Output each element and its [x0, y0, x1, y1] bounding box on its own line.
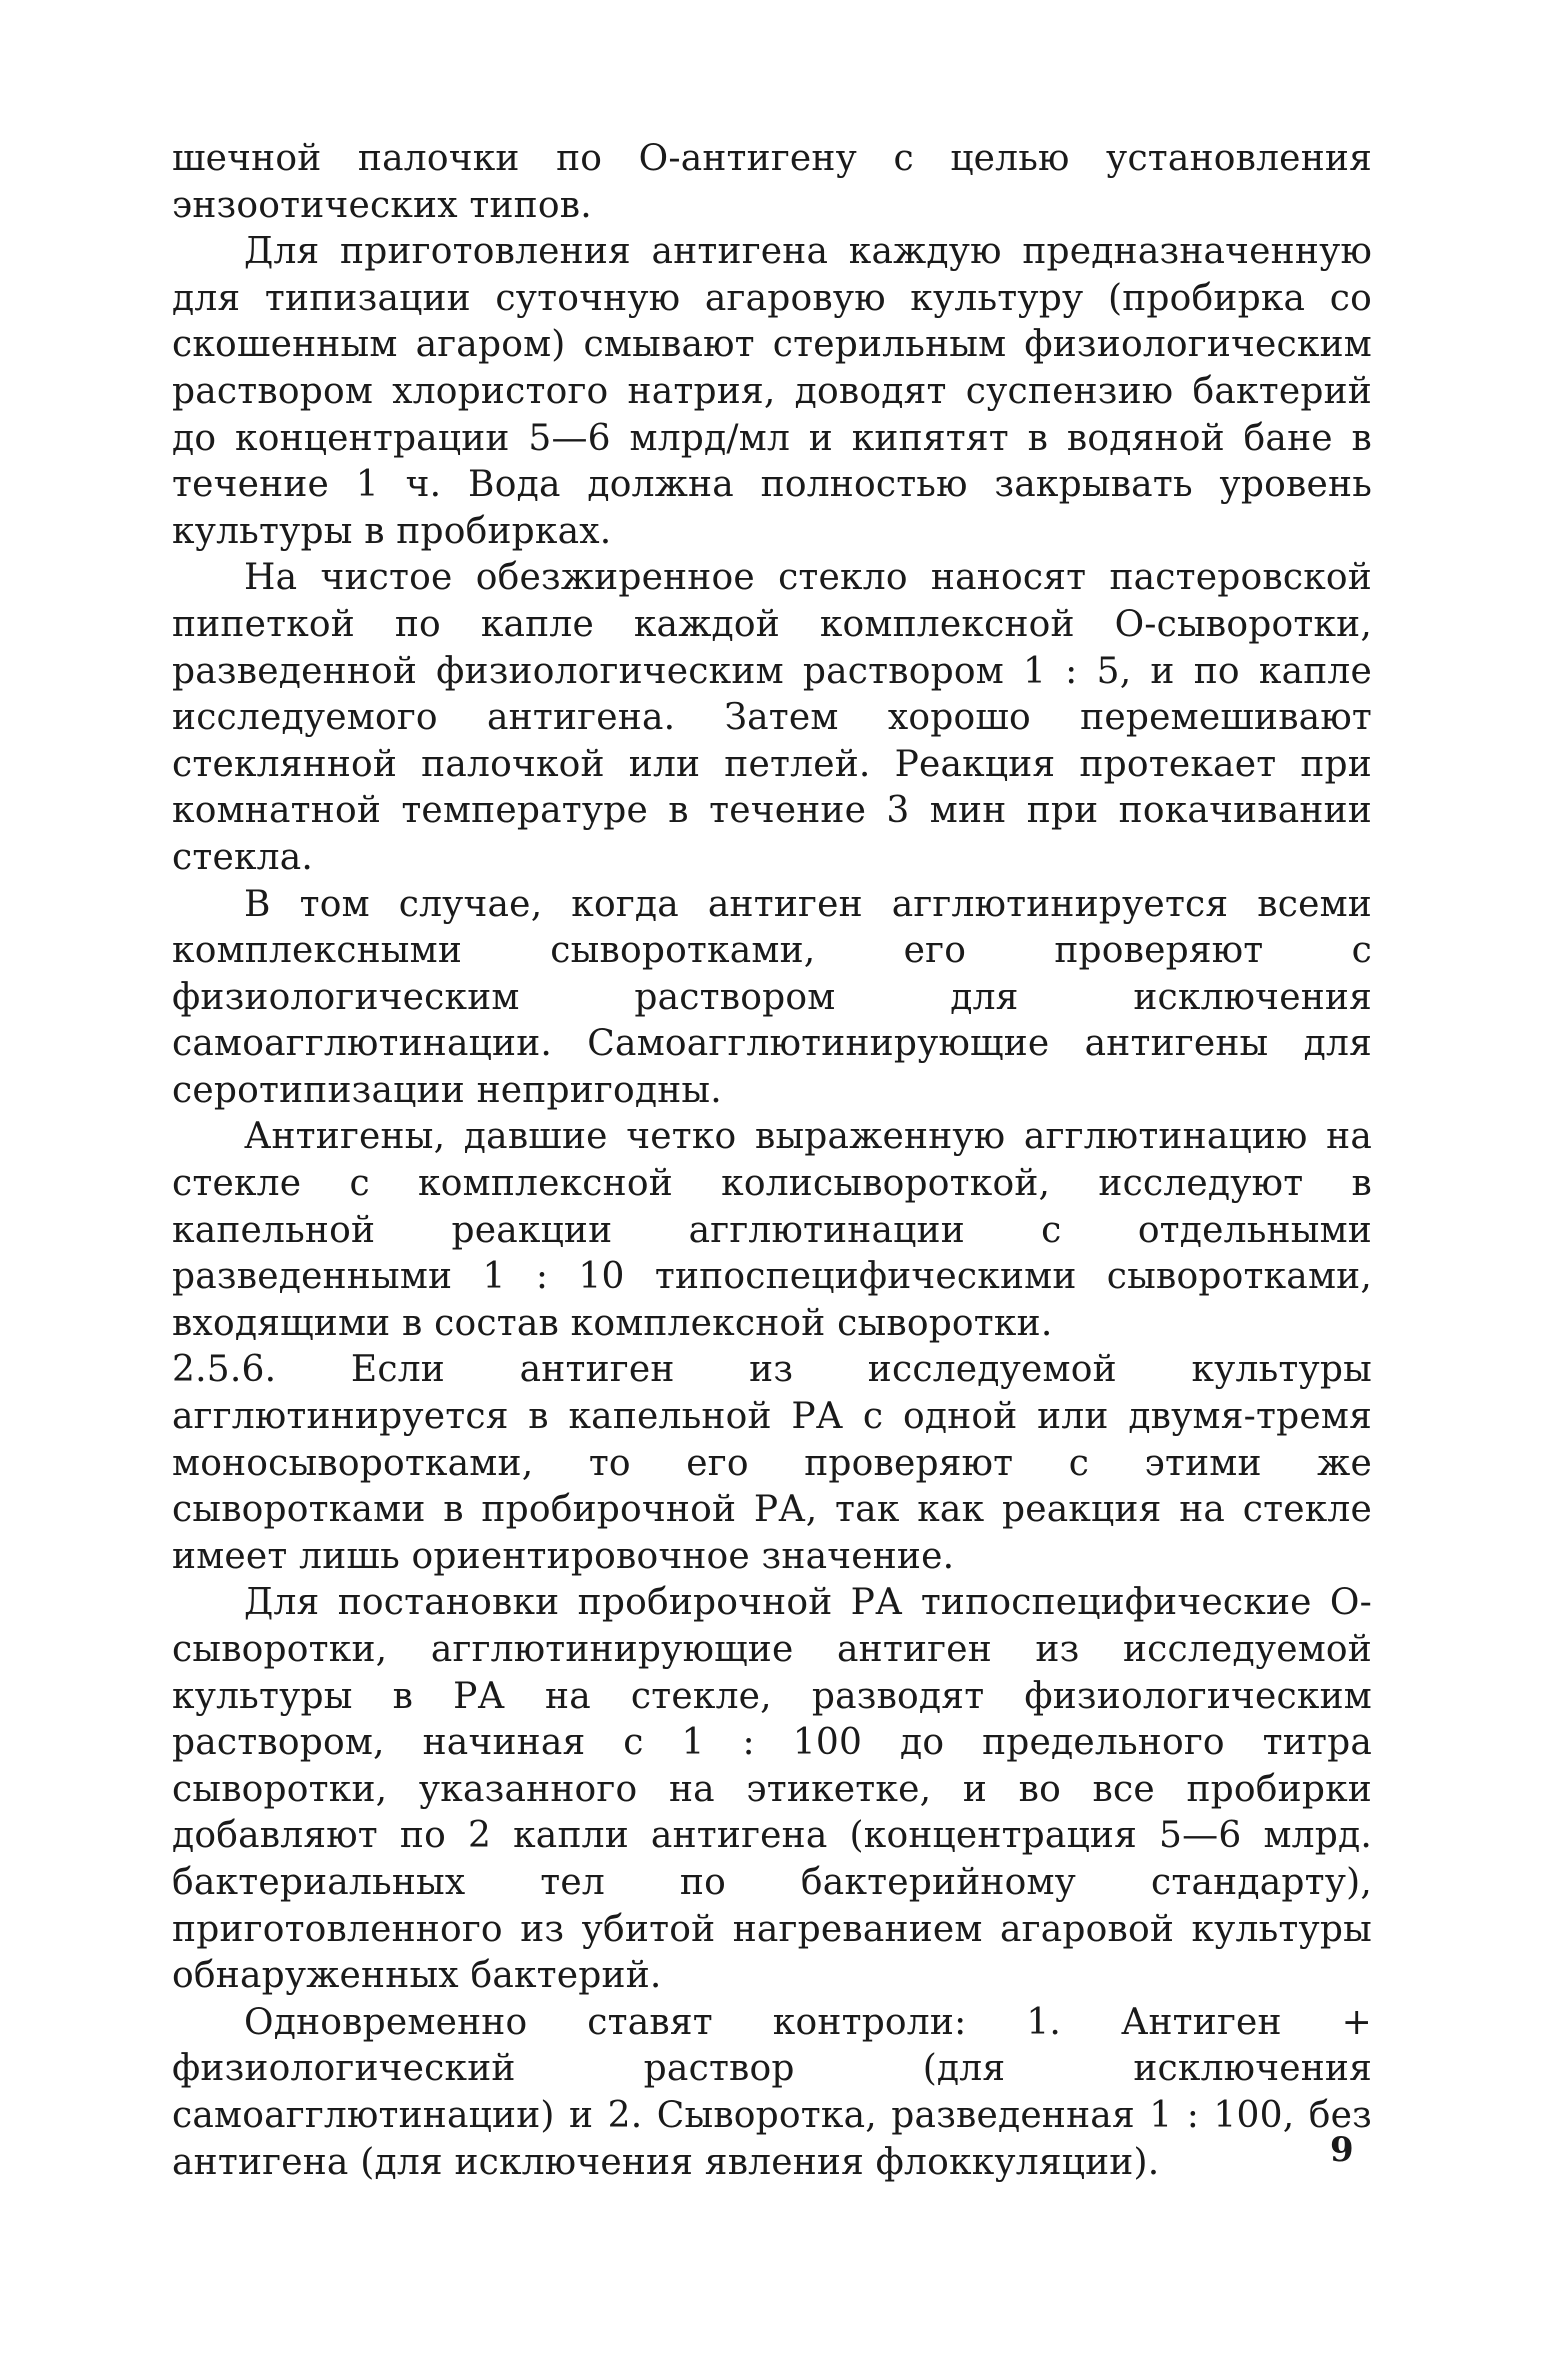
- paragraph-6-section-2-5-6: 2.5.6. Если антиген из исследуемой культуры агглютинируется в капельной РА с одной или двумя-тремя моносыворотками, то его проверяют с этими же сыворотками в пробирочной РА, так как реакция на стекле имеет лишь ориентировочное значение.: [172, 1349, 1372, 1577]
- paragraph-8: Одновременно ставят контроли: 1. Антиген + физиологический раствор (для исключения самоагглютинации) и 2. Сыворотка, разведенная 1 : 100, без антигена (для исключения явления флоккуляции).: [172, 2001, 1372, 2183]
- paragraph-1: шечной палочки по О-антигену с целью установления энзоотических типов.: [172, 138, 1372, 226]
- paragraph-3: На чистое обезжиренное стекло наносят пастеровской пипеткой по капле каждой комплексной О-сыворотки, разведенной физиологическим раствором 1 : 5, и по капле исследуемого антигена. Затем хорошо перемешивают стеклянной палочкой или петлей. Реакция протекает при комнатной температуре в течение 3 мин при покачивании стекла.: [172, 557, 1372, 878]
- page-body: [172, 136, 1372, 2186]
- page-number: 9: [1330, 2130, 1354, 2170]
- paragraph-5: Антигены, давшие четко выраженную агглютинацию на стекле с комплексной колисывороткой, исследуют в капельной реакции агглютинации с отдельными разведенными 1 : 10 типоспецифическими сыворотками, входящими в состав комплексной сыворотки.: [172, 1116, 1372, 1344]
- paragraph-7: Для постановки пробирочной РА типоспецифические О-сыворотки, агглютинирующие антиген из исследуемой культуры в РА на стекле, разводят физиологическим раствором, начиная с 1 : 100 до предельного титра сыворотки, указанного на этикетке, и во все пробирки добавляют по 2 капли антигена (концентрация 5—6 млрд. бактериальных тел по бактерийному стандарту), приготовленного из убитой нагреванием агаровой культуры обнаруженных бактерий.: [172, 1582, 1372, 1997]
- paragraph-4: В том случае, когда антиген агглютинируется всеми комплексными сыворотками, его проверяют с физиологическим раствором для исключения самоагглютинации. Самоагглютинирующие антигены для серотипизации непригодны.: [172, 883, 1372, 1111]
- paragraph-2: Для приготовления антигена каждую предназначенную для типизации суточную агаровую культуру (пробирка со скошенным агаром) смывают стерильным физиологическим раствором хлористого натрия, доводят суспензию бактерий до концентрации 5—6 млрд/мл и кипятят в водяной бане в течение 1 ч. Вода должна полностью закрывать уровень культуры в пробирках.: [172, 231, 1372, 552]
